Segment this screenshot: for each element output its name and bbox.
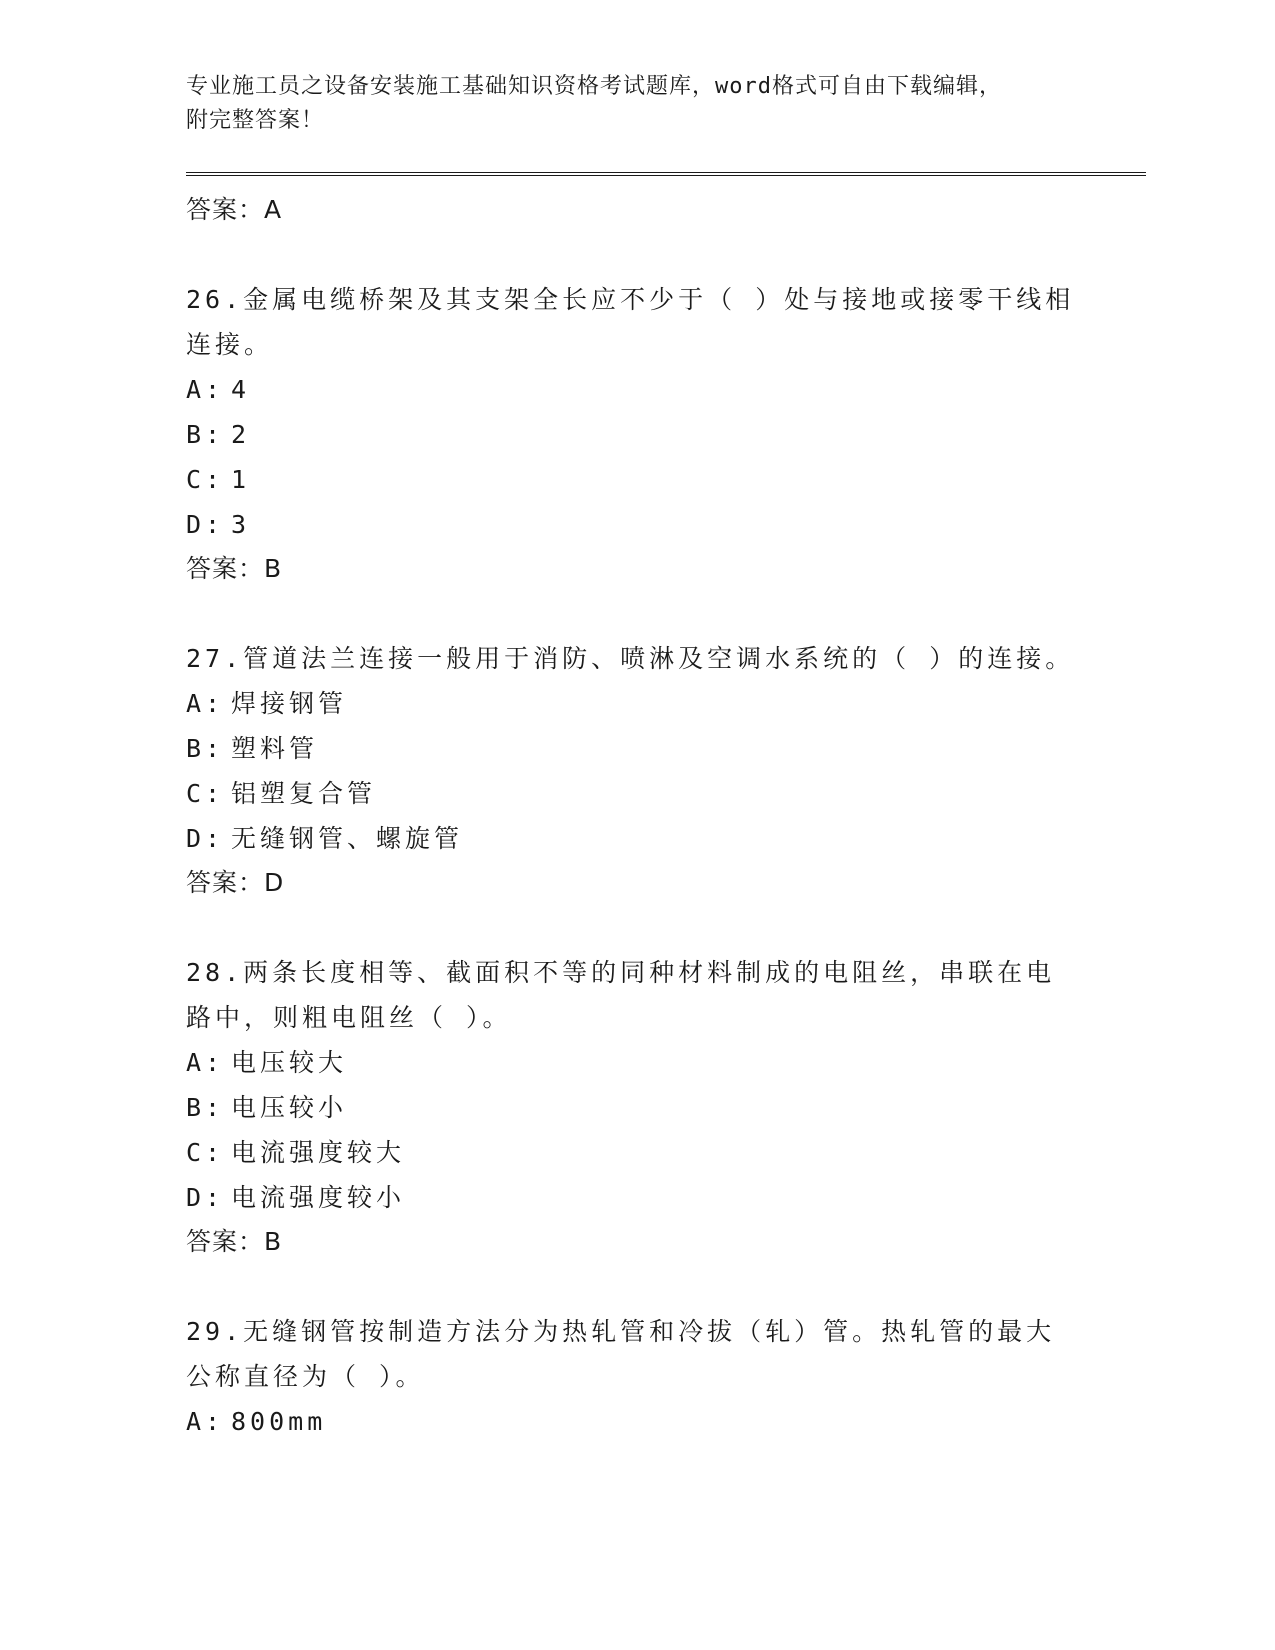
question-answer: 答案：B [186, 554, 283, 583]
option-text: 焊接钢管 [231, 689, 348, 718]
question-answer: 答案：D [186, 868, 285, 897]
header-divider [186, 172, 1146, 176]
option-text: 电压较大 [231, 1048, 348, 1077]
option-label: A: [186, 1048, 225, 1077]
question-29 [186, 1309, 1146, 1444]
question-answer: 答案：B [186, 1227, 283, 1256]
question-text: 27.管道法兰连接一般用于消防、喷淋及空调水系统的（ ）的连接。 [186, 644, 1075, 673]
previous-answer: 答案：A [186, 195, 283, 224]
document-header [186, 70, 1146, 138]
option-text: 铝塑复合管 [231, 779, 377, 808]
option-text: 无缝钢管、螺旋管 [231, 824, 464, 853]
option-c [186, 457, 1146, 502]
option-d [186, 502, 1146, 547]
option-text: 3 [231, 510, 251, 539]
option-label: A: [186, 689, 225, 718]
option-label: B: [186, 1093, 225, 1122]
option-text: 塑料管 [231, 734, 319, 763]
option-c [186, 1130, 1146, 1175]
option-label: C: [186, 779, 225, 808]
option-b [186, 1085, 1146, 1130]
header-line-1: 专业施工员之设备安装施工基础知识资格考试题库，word格式可自由下载编辑， [186, 74, 1002, 99]
option-text: 1 [231, 465, 251, 494]
question-28 [186, 950, 1146, 1264]
option-text: 电流强度较大 [231, 1138, 406, 1167]
option-a [186, 1399, 1146, 1444]
document-page [186, 70, 1146, 1444]
question-26 [186, 277, 1146, 591]
option-label: C: [186, 465, 225, 494]
option-label: D: [186, 510, 225, 539]
option-a [186, 1040, 1146, 1085]
option-label: D: [186, 824, 225, 853]
option-label: C: [186, 1138, 225, 1167]
option-d [186, 1175, 1146, 1220]
option-a [186, 681, 1146, 726]
option-b [186, 412, 1146, 457]
option-text: 2 [231, 420, 251, 449]
option-text: 800mm [231, 1407, 327, 1436]
option-c [186, 771, 1146, 816]
option-text: 电压较小 [231, 1093, 348, 1122]
option-text: 电流强度较小 [231, 1183, 406, 1212]
header-line-2: 附完整答案！ [186, 108, 325, 133]
option-text: 4 [231, 375, 251, 404]
option-d [186, 816, 1146, 861]
option-label: B: [186, 734, 225, 763]
option-label: A: [186, 375, 225, 404]
option-label: D: [186, 1183, 225, 1212]
option-label: B: [186, 420, 225, 449]
question-text: 26.金属电缆桥架及其支架全长应不少于（ ）处与接地或接零干线相连接。 [186, 285, 1075, 359]
option-label: A: [186, 1407, 225, 1436]
option-b [186, 726, 1146, 771]
question-text: 29.无缝钢管按制造方法分为热轧管和冷拔（轧）管。热轧管的最大公称直径为（ ）。 [186, 1317, 1056, 1391]
question-text: 28.两条长度相等、截面积不等的同种材料制成的电阻丝，串联在电路中，则粗电阻丝（ ）。 [186, 958, 1056, 1032]
option-a [186, 367, 1146, 412]
question-27 [186, 636, 1146, 905]
